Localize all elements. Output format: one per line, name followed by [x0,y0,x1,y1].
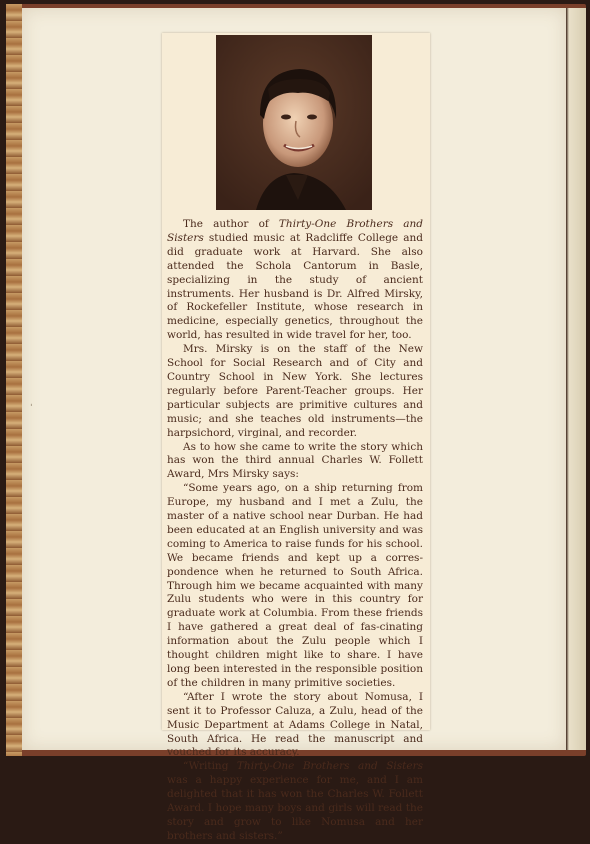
quote-paragraph: “Writing Thirty-One Brothers and Sisters was a happy experience for me, and I am delighted that it has won the Charles W. Follett Award. I hope many boys and girls will read the story and grow to like Nomusa and her brothers and sisters.” [167,760,424,842]
quote-paragraph: “After I wrote the story about Nomusa, I sent it to Professor Caluza, a Zulu, head of the Music Department at Adams College in Natal, South Africa. He read the manuscript and vouched for its accuracy. [167,690,423,759]
author-portrait-photo [216,35,372,210]
book-spine [6,4,22,756]
author-bio-text [167,218,423,844]
book-title: Thirty-One Brothers and Sisters [167,218,424,244]
quote-paragraph: “Some years ago, on a ship returning from Europe, my husband and I met a Zulu, the master of a native school near Durban. He had been educated at an English university and was coming to America to raise funds for his school. We became friends and kept up a corres-pondence when he returned to South Africa. Through him we became acquainted with many Zulu students who were in this country for graduate work at Columbia. From these friends I have gathered a great deal of fas-cinating information about the Zulu people which I thought children might like to share. I have long been interested in the responsible position of the children in many primitive societies. [167,482,423,689]
page-edge [566,8,586,750]
bio-paragraph: As to how she came to write the story which has won the third annual Charles W. Follett Award, Mrs Mirsky says: [167,440,423,481]
portrait-image [216,35,372,210]
bio-paragraph: The author of Thirty-One Brothers and Sisters studied music at Radcliffe College and did graduate work at Harvard. She also attended the Schola Cantorum in Basle, specializing in the study of ancient instruments. Her husband is Dr. Alfred Mirsky, of Rockefeller Institute, whose research in medicine, especially genetics, throughout the world, has resulted in wide travel for her, too. [167,218,424,342]
page-speck: ˈ [30,404,33,414]
newspaper-clipping [162,33,430,842]
bio-paragraph: Mrs. Mirsky is on the staff of the New School for Social Research and of City and Country School in New York. She lectures regularly before Parent-Teacher groups. Her particular subjects are primitive cultures and music; and she teaches old instruments—the harpsichord, virginal, and recorder. [167,343,423,439]
book-title: Thirty-One Brothers and Sisters [236,760,424,773]
